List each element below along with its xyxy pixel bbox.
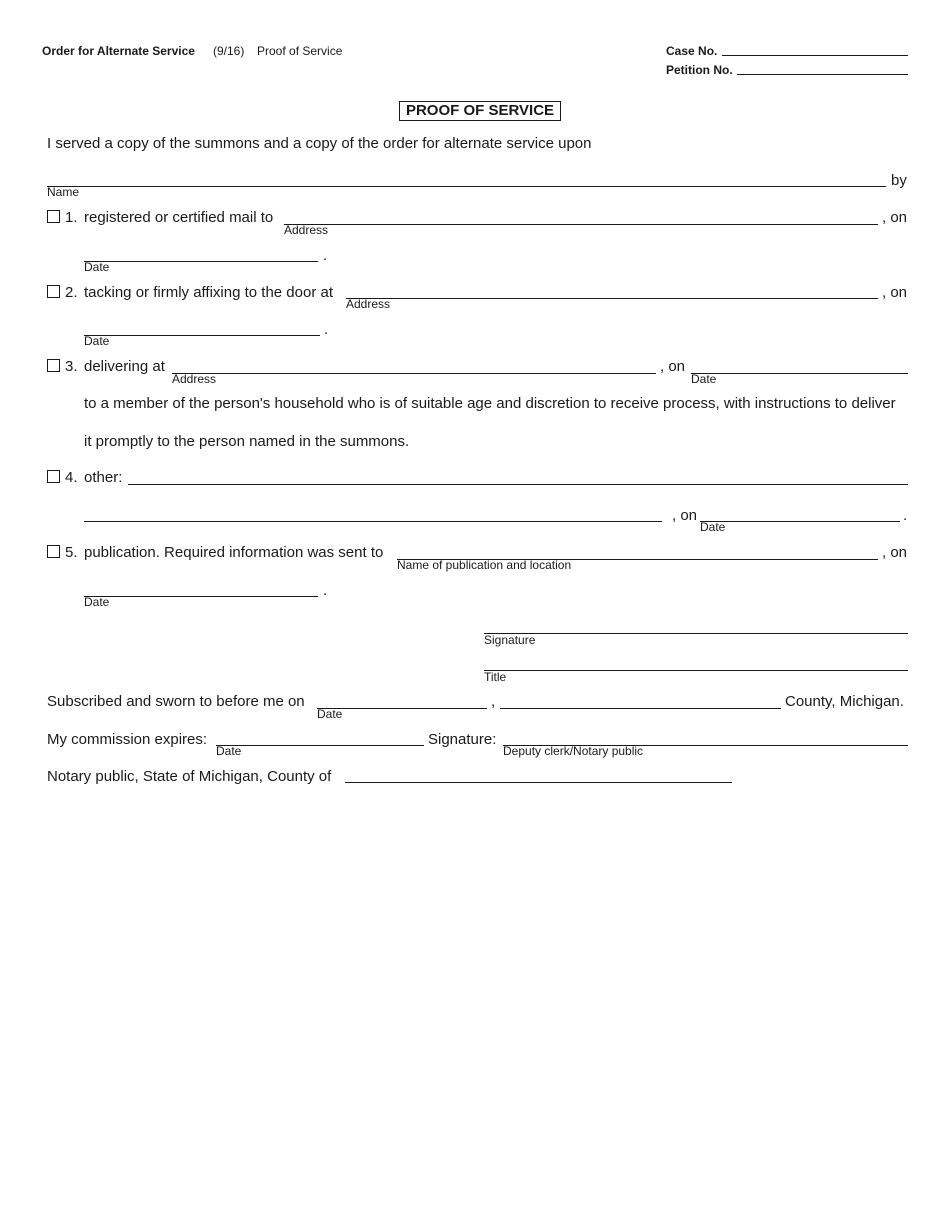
commission-date-caption: Date [216,744,242,758]
intro-text: I served a copy of the summons and a copy of the order for alternate service upon [47,135,592,152]
option-3-on-text: , on [660,358,686,375]
option-4-on-text: , on [672,507,698,524]
option-4-period: . [903,507,908,524]
option-3-number: 3. [65,358,78,375]
page-subtitle: Proof of Service [257,44,343,58]
option-3-address-caption: Address [172,372,217,386]
case-no-field[interactable] [722,55,908,56]
option-4-date-caption: Date [700,520,726,534]
county-michigan-text: County, Michigan. [785,693,904,710]
name-field[interactable] [47,186,886,187]
option-5-on-text: , on [882,544,908,561]
by-text: by [891,172,907,189]
signature-caption: Signature [484,633,536,647]
option-2-address-field[interactable] [346,298,878,299]
option-3-date-field[interactable] [691,373,908,374]
notary-county-text: Notary public, State of Michigan, County of [47,768,332,785]
option-4-number: 4. [65,469,78,486]
option-5-publication-caption: Name of publication and location [397,558,572,572]
option-2-period: . [324,321,329,338]
subscribed-comma: , [491,693,496,710]
commission-date-field[interactable] [216,745,424,746]
option-1-address-field[interactable] [284,224,878,225]
option-1-period: . [323,247,328,264]
name-caption: Name [47,185,80,199]
option-2-address-caption: Address [346,297,391,311]
option-2-text: tacking or firmly affixing to the door at [84,284,334,301]
option-3-date-caption: Date [691,372,717,386]
title-caption: Title [484,670,507,684]
option-3-line2: to a member of the person's household who is of suitable age and discretion to receive process, with instructions to deliver [84,395,896,412]
option-2-date-field[interactable] [84,335,320,336]
option-4-text: other: [84,469,123,486]
option-1-date-caption: Date [84,260,110,274]
option-2-checkbox[interactable] [47,285,60,298]
option-3-address-field[interactable] [172,373,656,374]
option-3-line3: it promptly to the person named in the summons. [84,433,410,450]
page-title: PROOF OF SERVICE [399,101,561,121]
subscribed-date-field[interactable] [317,708,487,709]
server-signature-field[interactable] [484,633,908,634]
option-1-checkbox[interactable] [47,210,60,223]
server-title-field[interactable] [484,670,908,671]
option-1-number: 1. [65,209,78,226]
option-2-number: 2. [65,284,78,301]
option-3-text: delivering at [84,358,165,375]
option-4-date-field[interactable] [700,521,900,522]
form-title: Order for Alternate Service [42,44,195,58]
petition-no-field[interactable] [737,74,908,75]
option-2-date-caption: Date [84,334,110,348]
form-revision: (9/16) [213,44,245,58]
petition-no-label: Petition No. [666,63,733,77]
notary-signature-text: Signature: [428,731,497,748]
option-1-text: registered or certified mail to [84,209,274,226]
case-no-label: Case No. [666,44,718,58]
subscribed-text: Subscribed and sworn to before me on [47,693,305,710]
subscribed-date-caption: Date [317,707,343,721]
option-5-number: 5. [65,544,78,561]
option-5-period: . [323,582,328,599]
option-4-checkbox[interactable] [47,470,60,483]
option-5-date-field[interactable] [84,596,318,597]
option-5-date-caption: Date [84,595,110,609]
option-3-checkbox[interactable] [47,359,60,372]
county-field[interactable] [500,708,781,709]
option-5-checkbox[interactable] [47,545,60,558]
notary-signature-caption: Deputy clerk/Notary public [503,744,644,758]
option-4-other-field-2[interactable] [84,521,662,522]
option-2-on-text: , on [882,284,908,301]
option-1-date-field[interactable] [84,261,318,262]
option-4-other-field[interactable] [128,484,908,485]
option-1-on-text: , on [882,209,908,226]
option-1-address-caption: Address [284,223,329,237]
option-5-text: publication. Required information was sent to [84,544,384,561]
commission-text: My commission expires: [47,731,208,748]
notary-county-field[interactable] [345,782,732,783]
